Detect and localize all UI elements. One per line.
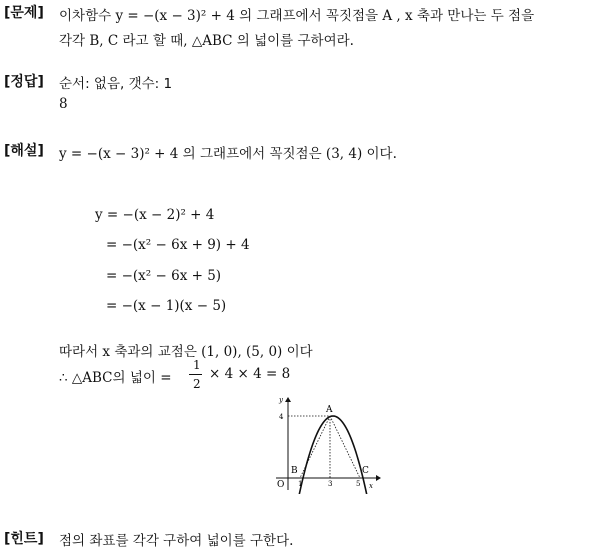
x-tick-1: 1: [298, 480, 303, 488]
solution-tag: [해설]: [4, 143, 44, 159]
x-axis-label: x: [369, 482, 373, 490]
triangle-side-ab: [300, 416, 330, 478]
equation-step-2: = −(x² − 6x + 9) + 4: [106, 237, 250, 253]
answer-line-1: 순서: 없음, 갯수: 1: [59, 76, 173, 92]
equation-step-4: = −(x − 1)(x − 5): [106, 298, 227, 314]
area-prefix: ∴ △ABC의 넓이 =: [59, 370, 172, 386]
equation-step-1: y = −(x − 2)² + 4: [95, 207, 215, 223]
solution-line-1: y = −(x − 3)² + 4 의 그래프에서 꼭짓점은 (3, 4) 이다.: [59, 146, 397, 162]
hint-line: 점의 좌표를 각각 구하여 넓이를 구한다.: [59, 533, 294, 549]
problem-tag: [문제]: [4, 5, 44, 21]
fraction-denominator: 2: [193, 377, 201, 391]
point-b-label: B: [291, 466, 298, 476]
point-a-label: A: [326, 405, 333, 415]
solution-line-2: 따라서 x 축과의 교점은 (1, 0), (5, 0) 이다: [59, 344, 313, 360]
y-axis-arrow: [285, 397, 291, 402]
hint-tag: [힌트]: [4, 531, 44, 547]
y-tick-4: 4: [279, 413, 284, 421]
origin-label: O: [277, 480, 285, 490]
answer-value: 8: [59, 96, 68, 112]
y-axis-label: y: [279, 396, 283, 404]
parabola-graph: [268, 396, 382, 494]
x-tick-3: 3: [328, 480, 333, 488]
point-c-label: C: [362, 466, 369, 476]
area-suffix: × 4 × 4 = 8: [209, 366, 291, 382]
fraction-numerator: 1: [193, 358, 201, 372]
x-axis-arrow: [376, 475, 381, 481]
x-tick-5: 5: [356, 480, 361, 488]
problem-line-1: 이차함수 y = −(x − 3)² + 4 의 그래프에서 꼭짓점을 A , x 축과 만나는 두 점을: [59, 8, 535, 24]
fraction-bar: [189, 374, 202, 375]
problem-line-2: 각각 B, C 라고 할 때, △ABC 의 넓이를 구하여라.: [59, 33, 354, 49]
equation-step-3: = −(x² − 6x + 5): [106, 268, 222, 284]
answer-tag: [정답]: [4, 74, 44, 90]
